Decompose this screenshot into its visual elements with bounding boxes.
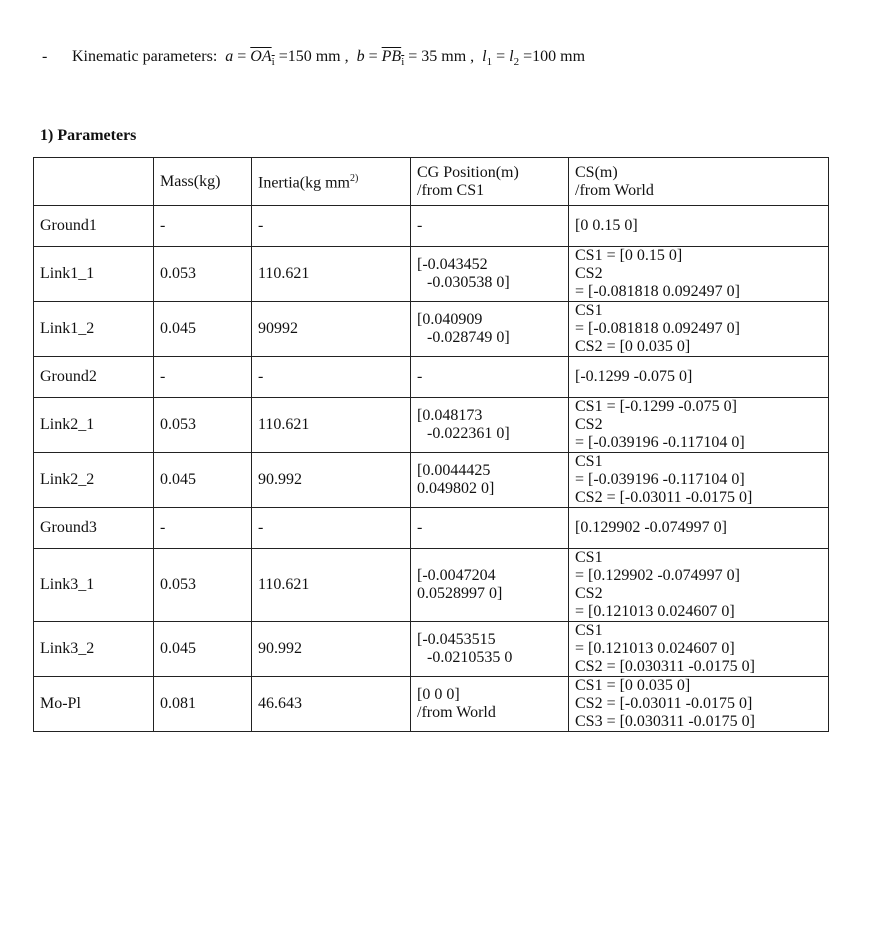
row-cg-position (411, 508, 569, 549)
cs-line: CS1 (575, 453, 603, 470)
cs-line: CS1 (575, 302, 603, 319)
row-inertia: - (252, 206, 411, 247)
cg-line: [-0.0047204 (417, 567, 496, 584)
cs-line: = [-0.081818 0.092497 0] (575, 320, 741, 337)
row-inertia: 46.643 (252, 677, 411, 732)
row-name: Link1_2 (34, 302, 154, 357)
row-cs (569, 622, 829, 677)
row-mass: - (154, 508, 252, 549)
row-mass: - (154, 206, 252, 247)
cs-line: CS2 (575, 416, 603, 433)
row-cg-position (411, 357, 569, 398)
cg-line: [-0.043452 (417, 256, 488, 273)
section-title: 1) Parameters (40, 127, 137, 144)
header-cg: CG Position(m) /from CS1 (411, 158, 569, 206)
cg-line: - (417, 519, 423, 536)
cs-line: = [-0.081818 0.092497 0] (575, 283, 741, 300)
table-row (34, 677, 829, 732)
kinematic-label: Kinematic parameters: (72, 48, 218, 65)
cs-line: = [0.129902 -0.074997 0] (575, 567, 741, 584)
header-name (34, 158, 154, 206)
row-cs (569, 508, 829, 549)
table-row (34, 247, 829, 302)
row-cs (569, 206, 829, 247)
segment-pb: $PB_i$ (381, 48, 405, 69)
cs-line: CS1 = [0 0.035 0] (575, 677, 691, 694)
cs-line: CS1 = [-0.1299 -0.075 0] (575, 398, 737, 415)
cs-line: CS2 (575, 585, 603, 602)
cs-line: = [0.121013 0.024607 0] (575, 603, 735, 620)
row-name: Ground2 (34, 357, 154, 398)
row-mass: 0.053 (154, 549, 252, 622)
cg-line: /from World (417, 704, 496, 721)
header-inertia: Inertia(kg $mm^{2)}$ (252, 158, 411, 206)
table-row (34, 302, 829, 357)
row-inertia: - (252, 508, 411, 549)
cs-line: CS1 (575, 549, 603, 566)
table-row (34, 508, 829, 549)
cg-line: -0.022361 0] (427, 425, 510, 442)
row-cg-position (411, 549, 569, 622)
cg-line: [-0.0453515 (417, 631, 496, 648)
row-name: Link3_1 (34, 549, 154, 622)
bullet-dash: - (42, 48, 48, 65)
cs-line: = [-0.039196 -0.117104 0] (575, 434, 745, 451)
table-row (34, 206, 829, 247)
row-cg-position (411, 677, 569, 732)
row-inertia: 90.992 (252, 622, 411, 677)
row-name: Ground1 (34, 206, 154, 247)
row-cs (569, 677, 829, 732)
cg-line: [0.0044425 (417, 462, 491, 479)
row-mass: 0.081 (154, 677, 252, 732)
row-name: Mo-Pl (34, 677, 154, 732)
row-cs (569, 247, 829, 302)
row-cg-position (411, 302, 569, 357)
row-cg-position (411, 622, 569, 677)
cg-line: -0.030538 0] (427, 274, 510, 291)
table-row (34, 622, 829, 677)
segment-oa: $OA_i$ (250, 48, 275, 69)
row-name: Link1_1 (34, 247, 154, 302)
kinematic-parameters-line: - Kinematic parameters: $a = OA_i =150$ mm , $b = PB_i = 35$ mm , $l_1 = l_2 =100$ mm (42, 48, 586, 69)
table-body (34, 206, 829, 732)
row-cg-position (411, 398, 569, 453)
symbol-l1: l (482, 48, 487, 65)
row-cg-position (411, 247, 569, 302)
row-name: Ground3 (34, 508, 154, 549)
row-cs (569, 453, 829, 508)
header-cs: CS(m) /from World (569, 158, 829, 206)
cs-line: CS3 = [0.030311 -0.0175 0] (575, 713, 755, 730)
row-mass: 0.045 (154, 453, 252, 508)
row-cs (569, 302, 829, 357)
cg-line: - (417, 217, 423, 234)
cg-line: 0.049802 0] (417, 480, 495, 497)
cs-line: [0.129902 -0.074997 0] (575, 519, 727, 536)
table-row (34, 398, 829, 453)
table-row (34, 453, 829, 508)
cg-line: [0.040909 (417, 311, 483, 328)
cs-line: CS1 (575, 622, 603, 639)
row-mass: 0.045 (154, 302, 252, 357)
header-mass: Mass(kg) (154, 158, 252, 206)
cs-line: = [0.121013 0.024607 0] (575, 640, 735, 657)
row-name: Link2_1 (34, 398, 154, 453)
cg-line: [0 0 0] (417, 686, 460, 703)
cs-line: [-0.1299 -0.075 0] (575, 368, 693, 385)
cs-line: CS2 = [-0.03011 -0.0175 0] (575, 695, 753, 712)
row-name: Link2_2 (34, 453, 154, 508)
row-mass: 0.053 (154, 247, 252, 302)
row-name: Link3_2 (34, 622, 154, 677)
symbol-b: b (356, 48, 365, 65)
row-mass: 0.053 (154, 398, 252, 453)
value-l: =100 mm (523, 48, 586, 65)
row-inertia: 110.621 (252, 247, 411, 302)
row-inertia: - (252, 357, 411, 398)
cg-line: 0.0528997 0] (417, 585, 503, 602)
row-inertia: 110.621 (252, 398, 411, 453)
value-a: =150 mm , (278, 48, 349, 65)
cg-line: - (417, 368, 423, 385)
value-b: = 35 mm , (408, 48, 475, 65)
parameters-table (33, 157, 829, 732)
symbol-a: a (225, 48, 234, 65)
table-header-row (34, 158, 829, 206)
cg-line: -0.0210535 0 (427, 649, 513, 666)
table-row (34, 549, 829, 622)
row-inertia: 110.621 (252, 549, 411, 622)
table-row (34, 357, 829, 398)
cs-line: CS2 = [0.030311 -0.0175 0] (575, 658, 755, 675)
cs-line: CS2 = [-0.03011 -0.0175 0] (575, 489, 753, 506)
row-cg-position (411, 453, 569, 508)
cs-line: CS2 (575, 265, 603, 282)
cs-line: CS1 = [0 0.15 0] (575, 247, 683, 264)
row-mass: 0.045 (154, 622, 252, 677)
row-cg-position (411, 206, 569, 247)
cs-line: CS2 = [0 0.035 0] (575, 338, 691, 355)
cg-line: -0.028749 0] (427, 329, 510, 346)
row-inertia: 90992 (252, 302, 411, 357)
cg-line: [0.048173 (417, 407, 483, 424)
row-inertia: 90.992 (252, 453, 411, 508)
row-mass: - (154, 357, 252, 398)
row-cs (569, 549, 829, 622)
cs-line: [0 0.15 0] (575, 217, 638, 234)
symbol-l2: l (509, 48, 514, 65)
row-cs (569, 398, 829, 453)
row-cs (569, 357, 829, 398)
cs-line: = [-0.039196 -0.117104 0] (575, 471, 745, 488)
